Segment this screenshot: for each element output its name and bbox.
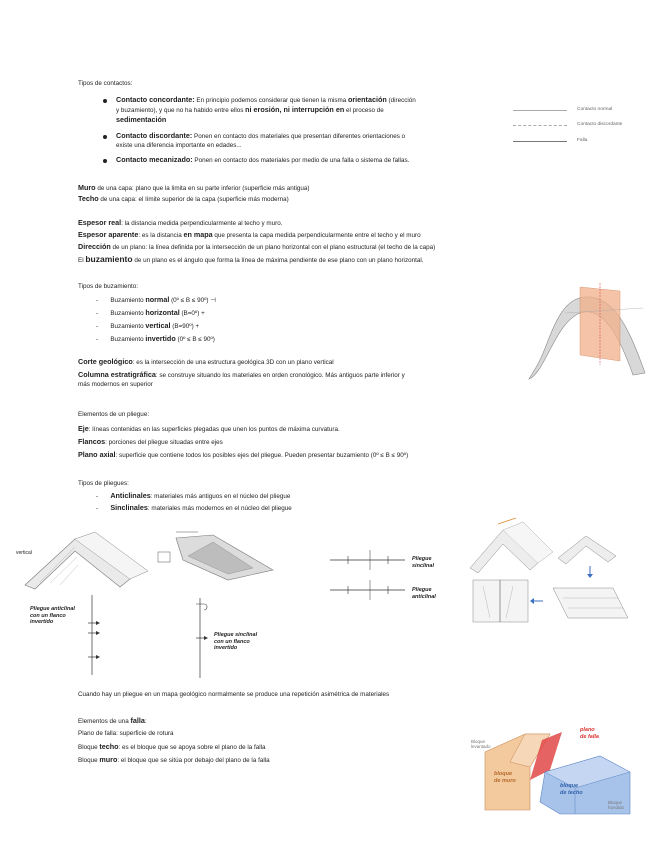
bullet (103, 159, 107, 163)
fault-label-techo: bloque de techo (560, 783, 583, 796)
def-muro: Muro de una capa: plano que la limita en su parte inferior (superficie más antigua) (78, 183, 310, 192)
anticline-block-diagram (20, 527, 150, 592)
buzamiento-title: Tipos de buzamiento: (78, 283, 138, 290)
contacto-concordante: Contacto concordante: En principio podemos considerar que tienen la misma orientación (dirección y buzamiento), y que no ha habido entre ellos ni erosión, ni interrupción en el proceso de sedimentación (116, 95, 416, 124)
falla-title: Elementos de una falla: (78, 716, 147, 725)
mapa-repeticion: Cuando hay un pliegue en un mapa geológico normalmente se produce una repetición asimétrica de materiales (78, 691, 390, 698)
buz-item-normal: - Buzamiento normal (0º ≤ B ≤ 90º) ⊣ (96, 295, 216, 304)
legend-line-discordante (513, 125, 567, 126)
def-espesor-real: Espesor real: la distancia medida perpendicularmente al techo y muro. (78, 218, 283, 227)
pliegue-anticlinal: - Anticlinales: materiales más antiguos en el núcleo del pliegue (96, 491, 291, 500)
def-columna: Columna estratigráfica: se construye situando los materiales en orden cronológico. Más antiguos parte inferior y más modernos en superior (78, 370, 405, 388)
legend-label-falla: Falla (577, 138, 588, 143)
caption-anticlinal: Pliegue anticlinal (412, 587, 436, 600)
def-direccion: Dirección de un plano: la línea definida por la intersección de un plano horizontal con el plano estructural (el techo de la capa) (78, 242, 436, 251)
pliegue-sinclinal: - Sinclinales: materiales más modernos en el núcleo del pliegue (96, 503, 292, 512)
buz-item-invertido: - Buzamiento invertido (0º ≤ B ≤ 90º) (96, 334, 215, 343)
def-flancos: Flancos: porciones del pliegue situadas entre ejes (78, 437, 223, 446)
label-vertical: vertical (16, 550, 32, 556)
legend-line-falla (513, 141, 567, 142)
legend-label-discordante: Contacto discordante (577, 122, 623, 127)
def-eje: Eje: líneas contenidas en las superficies plegadas que unen los puntos de máxima curvatura. (78, 424, 340, 433)
falla-plano: Plano de falla: superficie de rotura (78, 730, 174, 737)
def-plano-axial: Plano axial: superficie que contiene todos los posibles ejes del pliegue. Pueden presentar buzamiento (0º ≤ B ≤ 90º) (78, 450, 409, 459)
fold-map-symbols (330, 548, 410, 603)
caption-sinclinal-invertido: Pliegue sinclinal con un flanco invertido (214, 632, 258, 651)
falla-muro: Bloque muro: el bloque que se sitúa por debajo del plano de la falla (78, 755, 270, 764)
fault-label-muro: bloque de muro (494, 771, 516, 784)
caption-anticlinal-invertido: Pliegue anticlinal con un flanco invertido (30, 606, 75, 625)
contacto-mecanizado: Contacto mecanizado: Ponen en contacto dos materiales por medio de una falla o sistema de fallas. (116, 155, 410, 164)
def-techo: Techo de una capa: el límite superior de la capa (superficie más moderna) (78, 194, 289, 203)
contactos-title: Tipos de contactos: (78, 80, 133, 87)
legend-label-normal: Contacto normal (577, 107, 613, 112)
def-buzamiento: El buzamiento de un plano es el ángulo que forma la línea de máxima pendiente de ese plano con un plano horizontal. (78, 254, 424, 264)
tipos-pliegues-title: Tipos de pliegues: (78, 480, 129, 487)
fault-label-plano: plano de falla (580, 727, 599, 740)
def-espesor-aparente: Espesor aparente: es la distancia en mapa que presenta la capa medida perpendicularmente entre el techo y el muro (78, 230, 421, 239)
bullet (103, 99, 107, 103)
legend-line-normal (513, 110, 567, 111)
pliegue-title: Elementos de un pliegue: (78, 411, 150, 418)
fold-map-blocks (468, 518, 653, 626)
fault-label-levantado: Bloque levantado (471, 739, 491, 749)
bullet (103, 135, 107, 139)
contacto-discordante: Contacto discordante: Ponen en contacto dos materiales que presentan diferentes orientaciones o existe una diferencia importante en edades... (116, 131, 406, 149)
def-corte: Corte geológico: es la intersección de una estructura geológica 3D con un plano vertical (78, 357, 334, 366)
recumbent-fold-diagram (158, 530, 278, 585)
falla-techo: Bloque techo: es el bloque que se apoya sobre el plano de la falla (78, 742, 266, 751)
buz-item-horizontal: - Buzamiento horizontal (B=0º) + (96, 308, 205, 317)
fold-3d-diagram (525, 283, 650, 388)
buz-item-vertical: - Buzamiento vertical (B=90º) + (96, 321, 200, 330)
caption-sinclinal: Pliegue sinclinal (412, 556, 435, 569)
fault-label-hundido: Bloque hundido (608, 800, 625, 810)
